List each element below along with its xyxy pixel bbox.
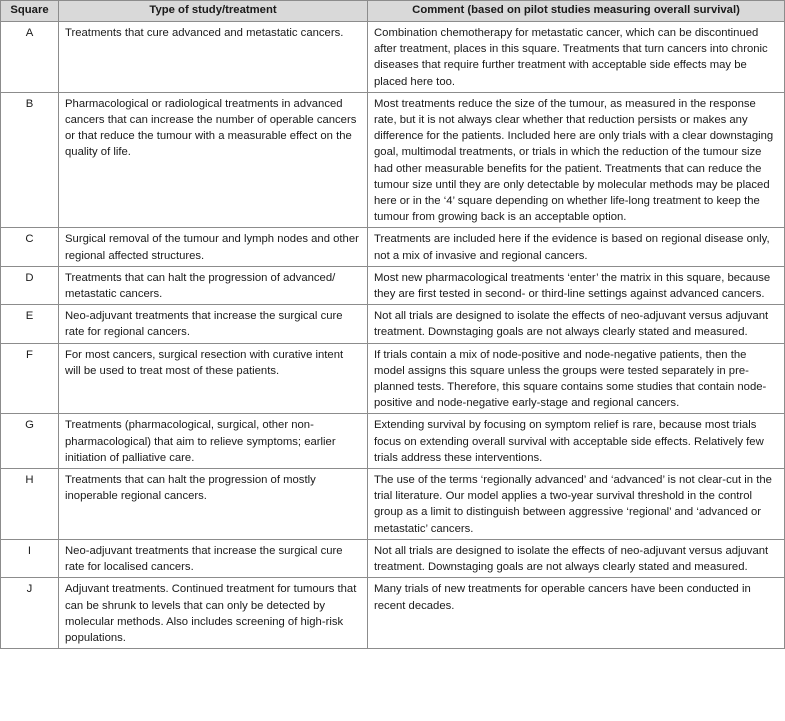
type-header: Type of study/treatment xyxy=(59,1,368,22)
type-cell: Surgical removal of the tumour and lymph nodes and other regional affected structures. xyxy=(59,228,368,266)
header-row xyxy=(1,1,785,22)
type-cell: Adjuvant treatments. Continued treatment for tumours that can be shrunk to levels that can only be detected by molecular methods. Also includes screening of high-risk populations. xyxy=(59,578,368,649)
type-cell: Neo-adjuvant treatments that increase the surgical cure rate for regional cancers. xyxy=(59,305,368,343)
comment-cell: Many trials of new treatments for operable cancers have been conducted in recent decades. xyxy=(368,578,785,649)
type-cell: Neo-adjuvant treatments that increase the surgical cure rate for localised cancers. xyxy=(59,539,368,577)
type-cell: Treatments that can halt the progression of mostly inoperable regional cancers. xyxy=(59,469,368,540)
square-cell: H xyxy=(1,469,59,540)
table-row xyxy=(1,343,785,414)
type-cell: Treatments (pharmacological, surgical, other non-pharmacological) that aim to relieve symptoms; earlier initiation of palliative care. xyxy=(59,414,368,469)
table-row xyxy=(1,578,785,649)
comment-cell: Combination chemotherapy for metastatic cancer, which can be discontinued after treatment, places in this square. Treatments that turn cancers into chronic diseases that require further treatment with acceptable side effects may be placed here too. xyxy=(368,22,785,93)
square-cell: J xyxy=(1,578,59,649)
type-cell: For most cancers, surgical resection with curative intent will be used to treat most of these patients. xyxy=(59,343,368,414)
type-cell: Treatments that can halt the progression of advanced/ metastatic cancers. xyxy=(59,266,368,304)
table-row xyxy=(1,414,785,469)
square-cell: C xyxy=(1,228,59,266)
comment-header: Comment (based on pilot studies measuring overall survival) xyxy=(368,1,785,22)
square-cell: D xyxy=(1,266,59,304)
square-header: Square xyxy=(1,1,59,22)
comment-cell: Extending survival by focusing on symptom relief is rare, because most trials focus on extending overall survival with acceptable side effects. Relatively few trials address these interventions. xyxy=(368,414,785,469)
comment-cell: Treatments are included here if the evidence is based on regional disease only, not a mix of invasive and regional cancers. xyxy=(368,228,785,266)
comment-cell: The use of the terms ‘regionally advanced’ and ‘advanced’ is not clear-cut in the trial literature. Our model applies a two-year survival threshold in the control group as a limit to distinguish between aggressive ‘regional’ and ‘advanced or metastatic’ cancers. xyxy=(368,469,785,540)
comment-cell: If trials contain a mix of node-positive and node-negative patients, then the model assigns this square unless the groups were tested separately in pre-planned tests. Therefore, this square contains some studies that contain node-positive and node-negative early-stage and regional cancers. xyxy=(368,343,785,414)
square-cell: E xyxy=(1,305,59,343)
square-cell: A xyxy=(1,22,59,93)
square-cell: G xyxy=(1,414,59,469)
comment-cell: Most new pharmacological treatments ‘enter’ the matrix in this square, because they are first tested in second- or third-line settings against advanced cancers. xyxy=(368,266,785,304)
comment-cell: Not all trials are designed to isolate the effects of neo-adjuvant versus adjuvant treatment. Downstaging goals are not always clearly stated and measured. xyxy=(368,305,785,343)
table-row xyxy=(1,266,785,304)
square-cell: F xyxy=(1,343,59,414)
table-row xyxy=(1,539,785,577)
square-cell: I xyxy=(1,539,59,577)
type-cell: Treatments that cure advanced and metastatic cancers. xyxy=(59,22,368,93)
table-row xyxy=(1,228,785,266)
comment-cell: Most treatments reduce the size of the tumour, as measured in the response rate, but it is not always clear whether that reduction persists or makes any difference for the patients. Included here are only trials with a clear downstaging goal, multimodal treatments, or trials in which the reduction of the tumour size had other measurable benefits for the patient. Treatments that can reduce the tumour size until they are only detectable by molecular methods may be placed here or in the ‘4’ square depending on whether life-long treatment to keep the tumour from growing back is an acceptable option. xyxy=(368,92,785,228)
table-row xyxy=(1,469,785,540)
table-row xyxy=(1,305,785,343)
type-cell: Pharmacological or radiological treatments in advanced cancers that can increase the number of operable cancers or that reduce the tumour with a measurable effect on the quality of life. xyxy=(59,92,368,228)
table-row xyxy=(1,22,785,93)
comment-cell: Not all trials are designed to isolate the effects of neo-adjuvant versus adjuvant treatment. Downstaging goals are not always clearly stated and measured. xyxy=(368,539,785,577)
square-cell: B xyxy=(1,92,59,228)
table-row xyxy=(1,92,785,228)
